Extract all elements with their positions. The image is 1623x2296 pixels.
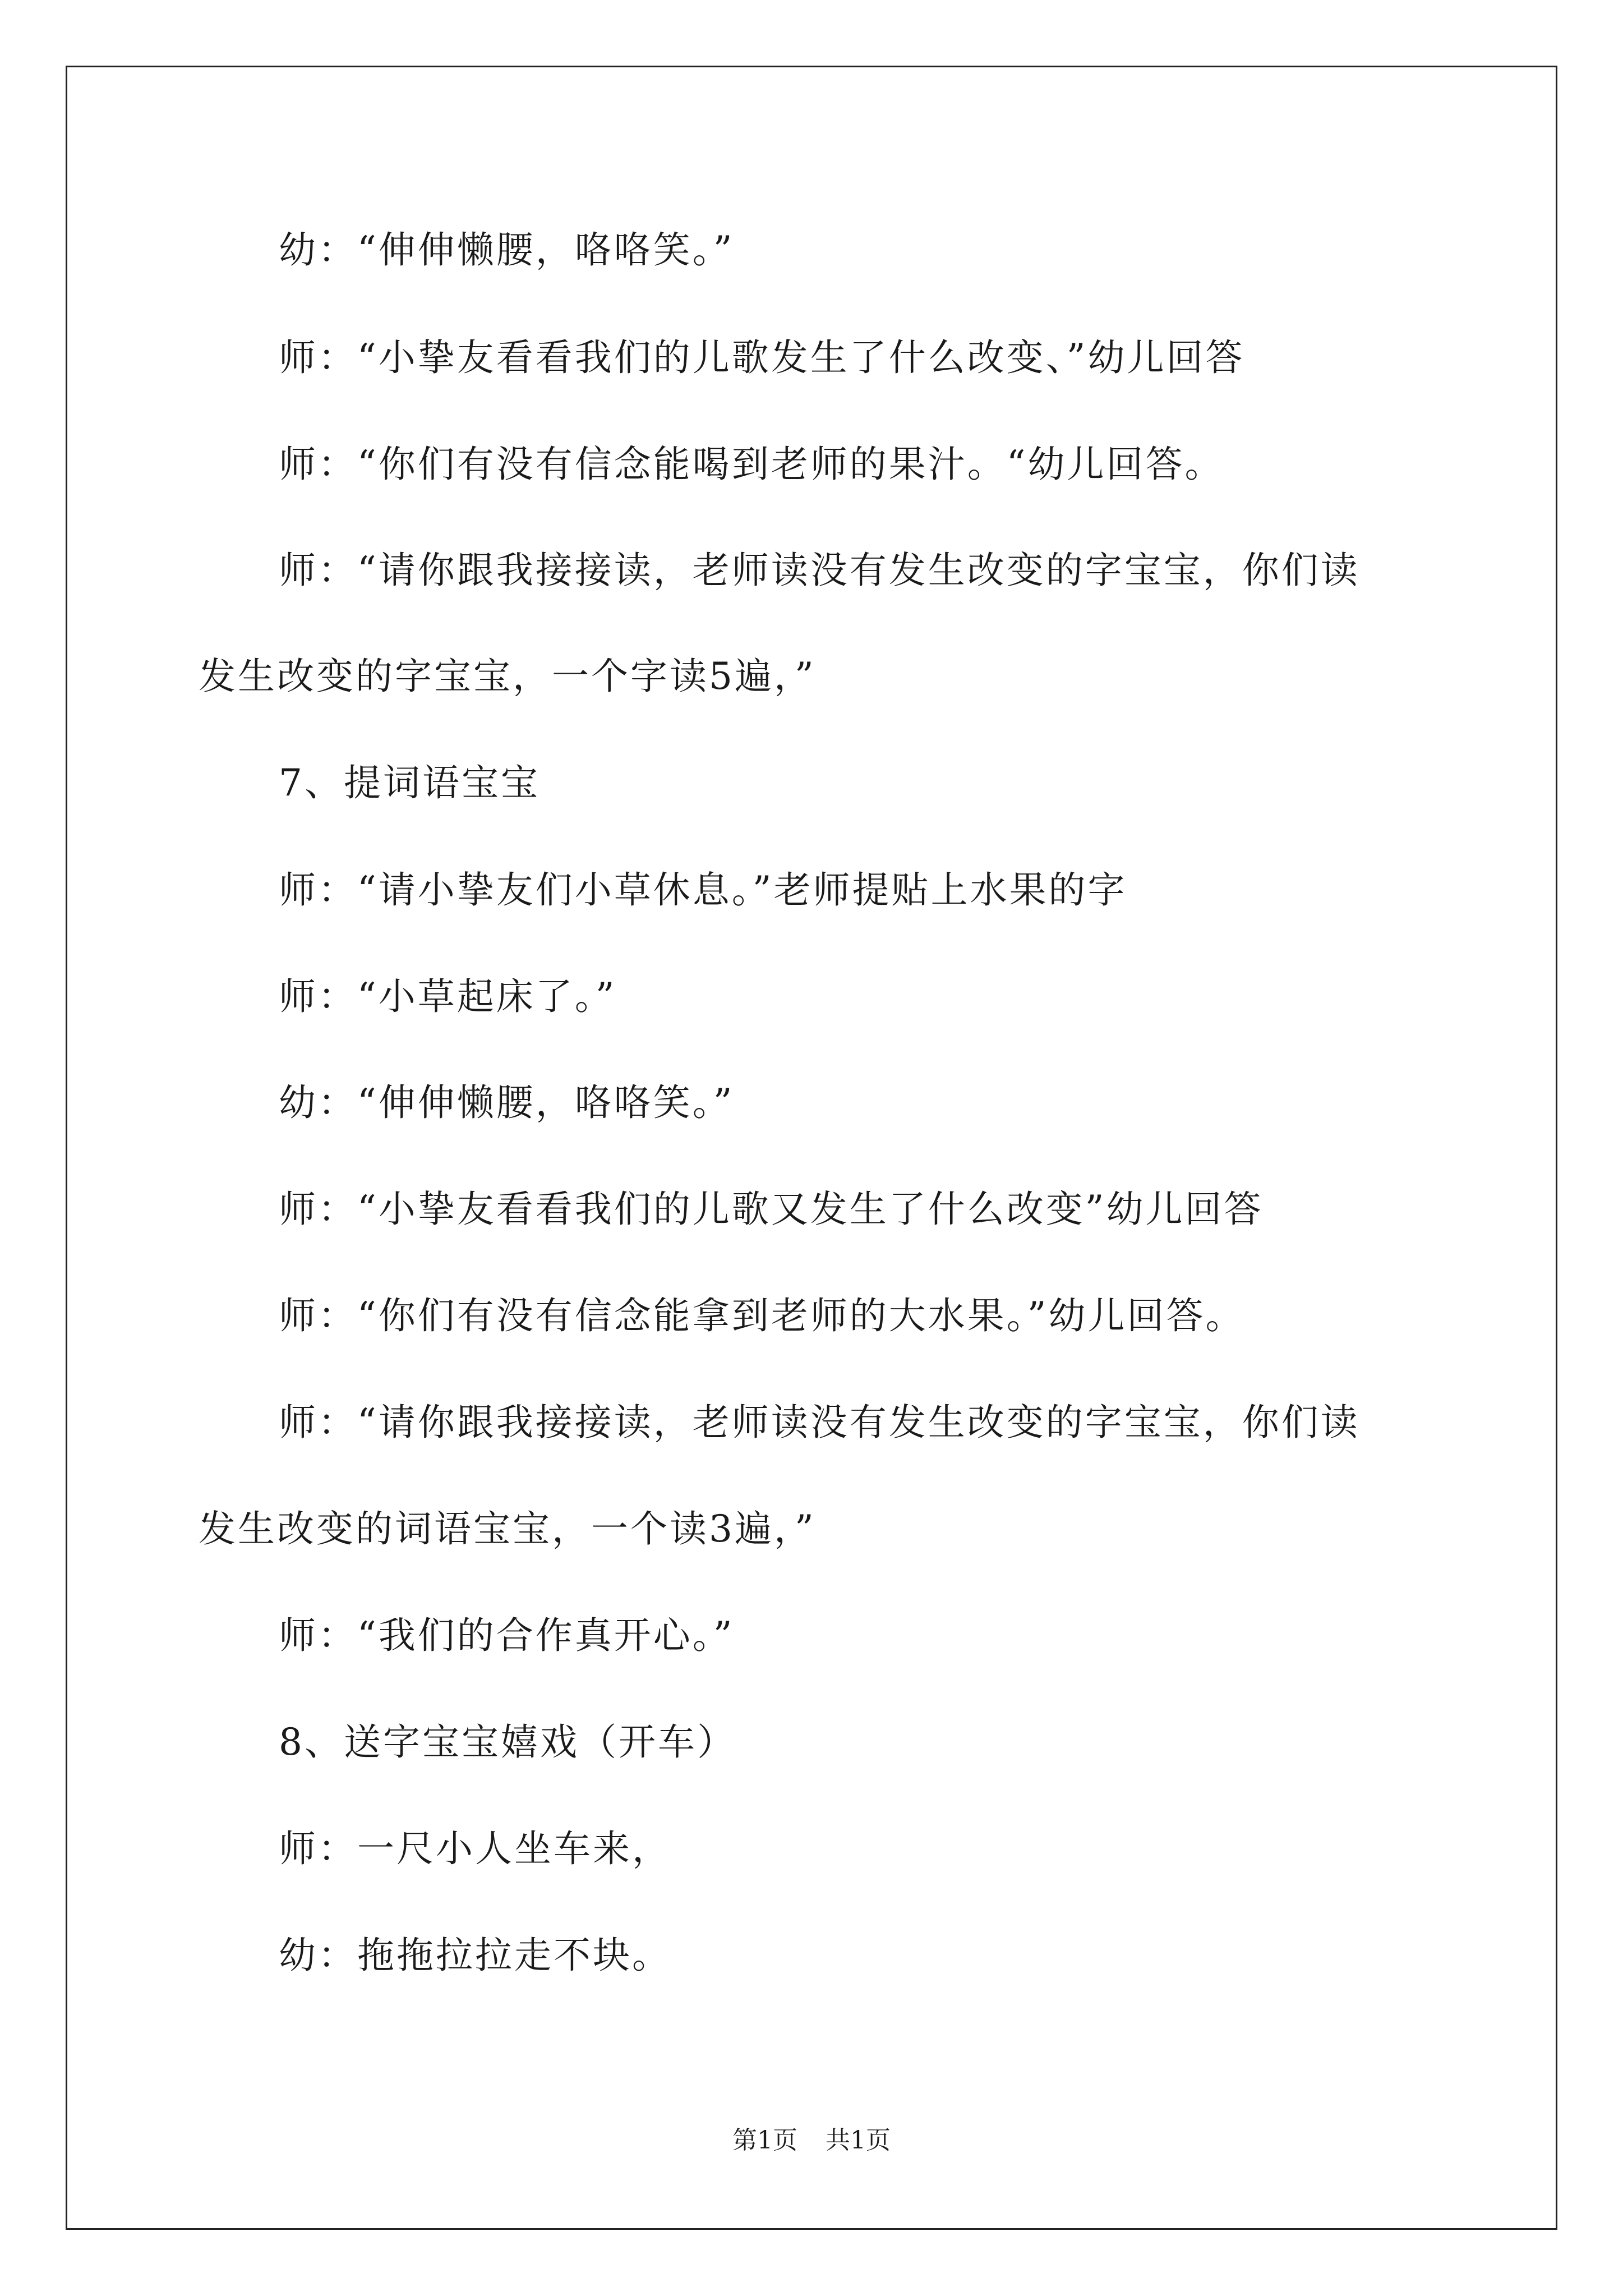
text-line: 师：“小草起床了。” xyxy=(279,975,617,1018)
section-heading: 8、送字宝宝嬉戏（开车） xyxy=(279,1720,736,1764)
text-line: 师：一尺小人坐车来， xyxy=(279,1827,671,1870)
page-footer xyxy=(0,2125,1623,2156)
text-line: 幼：“伸伸懒腰，咯咯笑。” xyxy=(279,1081,735,1124)
text-line: 师：“你们有没有信念能喝到老师的果汁。“幼儿回答。 xyxy=(279,443,1224,486)
text-line: 师：“你们有没有信念能拿到老师的大水果。”幼儿回答。 xyxy=(279,1294,1245,1337)
section-heading: 7、提词语宝宝 xyxy=(279,761,540,804)
text-line: 师：“小挚友看看我们的儿歌发生了什么改变、”幼儿回答 xyxy=(279,336,1245,379)
text-line: 幼：拖拖拉拉走不块。 xyxy=(279,1934,671,1977)
page-total: 共1页 xyxy=(826,2126,891,2155)
text-line: 师：“小挚友看看我们的儿歌又发生了什么改变”幼儿回答 xyxy=(279,1188,1264,1231)
text-line: 幼：“伸伸懒腰，咯咯笑。” xyxy=(279,228,735,272)
page-number: 第1页 xyxy=(732,2126,797,2155)
text-line: 发生改变的词语宝宝，一个读3遍，” xyxy=(199,1507,816,1550)
text-line: 师：“我们的合作真开心。” xyxy=(279,1614,735,1657)
text-line: 发生改变的字宝宝，一个字读5遍，” xyxy=(199,655,816,698)
text-line: 师：“请你跟我接接读，老师读没有发生改变的字宝宝，你们读 xyxy=(279,549,1360,592)
text-line: 师：“请小挚友们小草休息。”老师提贴上水果的字 xyxy=(279,868,1127,912)
page-border xyxy=(66,66,1557,2230)
text-line: 师：“请你跟我接接读，老师读没有发生改变的字宝宝，你们读 xyxy=(279,1401,1360,1444)
